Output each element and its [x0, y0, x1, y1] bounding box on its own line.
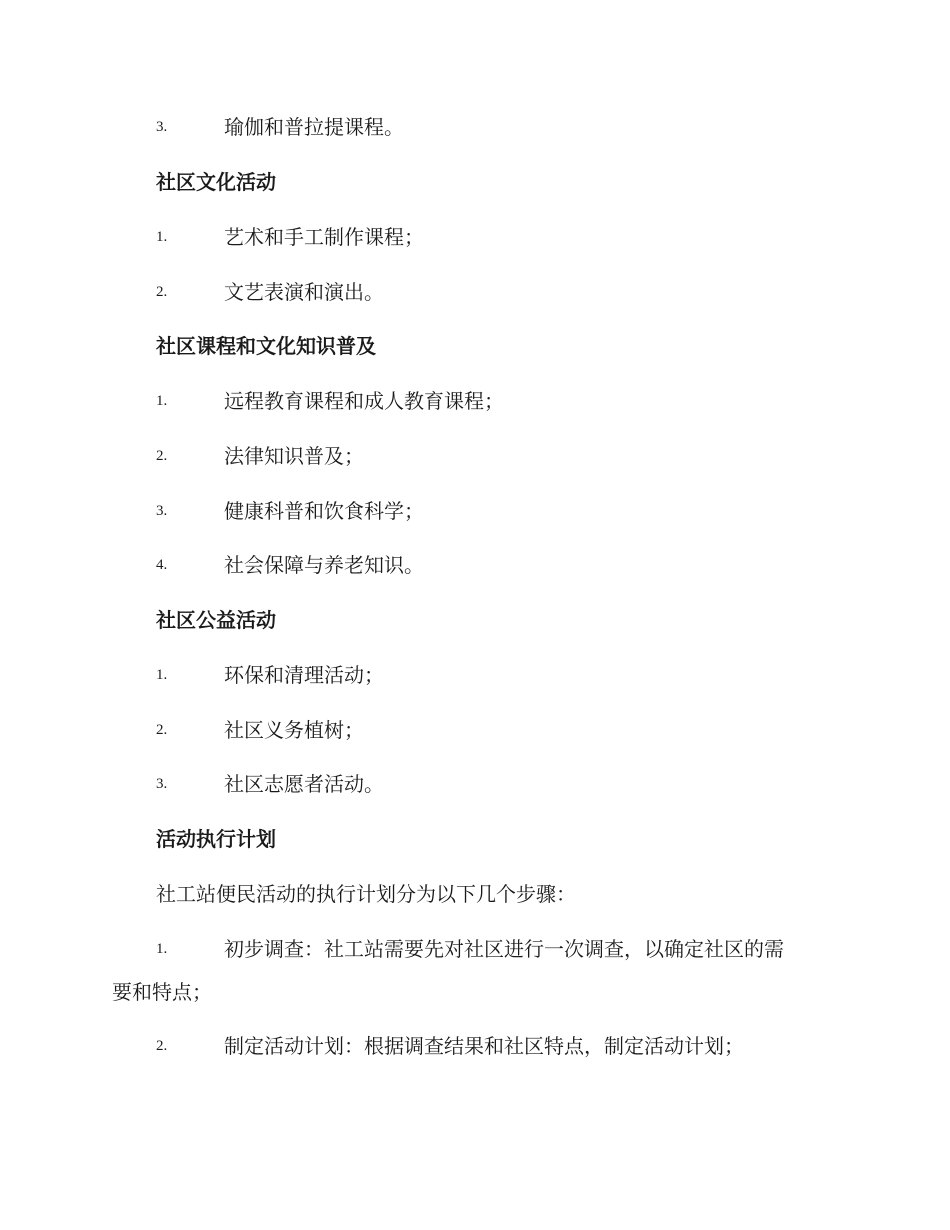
- list-item: [0, 277, 950, 307]
- list-number: 3.: [156, 119, 168, 135]
- list-text: 瑜伽和普拉提课程。: [224, 115, 404, 139]
- heading-text: 社区公益活动: [156, 608, 276, 632]
- paragraph-text: 社工站便民活动的执行计划分为以下几个步骤：: [156, 882, 576, 906]
- list-item: [0, 769, 950, 799]
- paragraph: [0, 879, 950, 909]
- list-number: 1.: [156, 393, 168, 409]
- list-item-continuation: [0, 977, 950, 1007]
- section-heading-plan: [0, 824, 950, 854]
- list-text: 社区义务植树；: [224, 718, 364, 742]
- list-text: 文艺表演和演出。: [224, 280, 384, 304]
- list-item: [0, 934, 950, 964]
- list-number: 4.: [156, 557, 168, 573]
- list-number: 3.: [156, 776, 168, 792]
- heading-text: 活动执行计划: [156, 827, 276, 851]
- list-text: 制定活动计划：根据调查结果和社区特点，制定活动计划；: [224, 1034, 744, 1058]
- section-heading-courses: [0, 331, 950, 361]
- section-heading-welfare: [0, 605, 950, 635]
- list-number: 2.: [156, 284, 168, 300]
- list-text: 社区志愿者活动。: [224, 772, 384, 796]
- heading-text: 社区文化活动: [156, 170, 276, 194]
- section-heading-culture: [0, 167, 950, 197]
- list-text: 社会保障与养老知识。: [224, 553, 424, 577]
- list-text: 环保和清理活动；: [224, 663, 384, 687]
- list-number: 2.: [156, 448, 168, 464]
- list-item: [0, 550, 950, 580]
- list-number: 2.: [156, 1038, 168, 1054]
- list-item: [0, 441, 950, 471]
- list-text: 艺术和手工制作课程；: [224, 225, 424, 249]
- list-text-continuation: 要和特点；: [112, 980, 212, 1004]
- list-item: [0, 386, 950, 416]
- list-item: [0, 496, 950, 526]
- list-number: 1.: [156, 941, 168, 957]
- list-number: 1.: [156, 229, 168, 245]
- heading-text: 社区课程和文化知识普及: [156, 334, 376, 358]
- list-item: [0, 112, 950, 142]
- list-number: 2.: [156, 722, 168, 738]
- list-text: 法律知识普及；: [224, 444, 364, 468]
- list-text: 健康科普和饮食科学；: [224, 499, 424, 523]
- list-item: [0, 715, 950, 745]
- list-text: 远程教育课程和成人教育课程；: [224, 389, 504, 413]
- list-text: 初步调查：社工站需要先对社区进行一次调查，以确定社区的需: [224, 937, 784, 961]
- list-item: [0, 222, 950, 252]
- list-item: [0, 1031, 950, 1061]
- list-number: 1.: [156, 667, 168, 683]
- list-number: 3.: [156, 503, 168, 519]
- list-item: [0, 660, 950, 690]
